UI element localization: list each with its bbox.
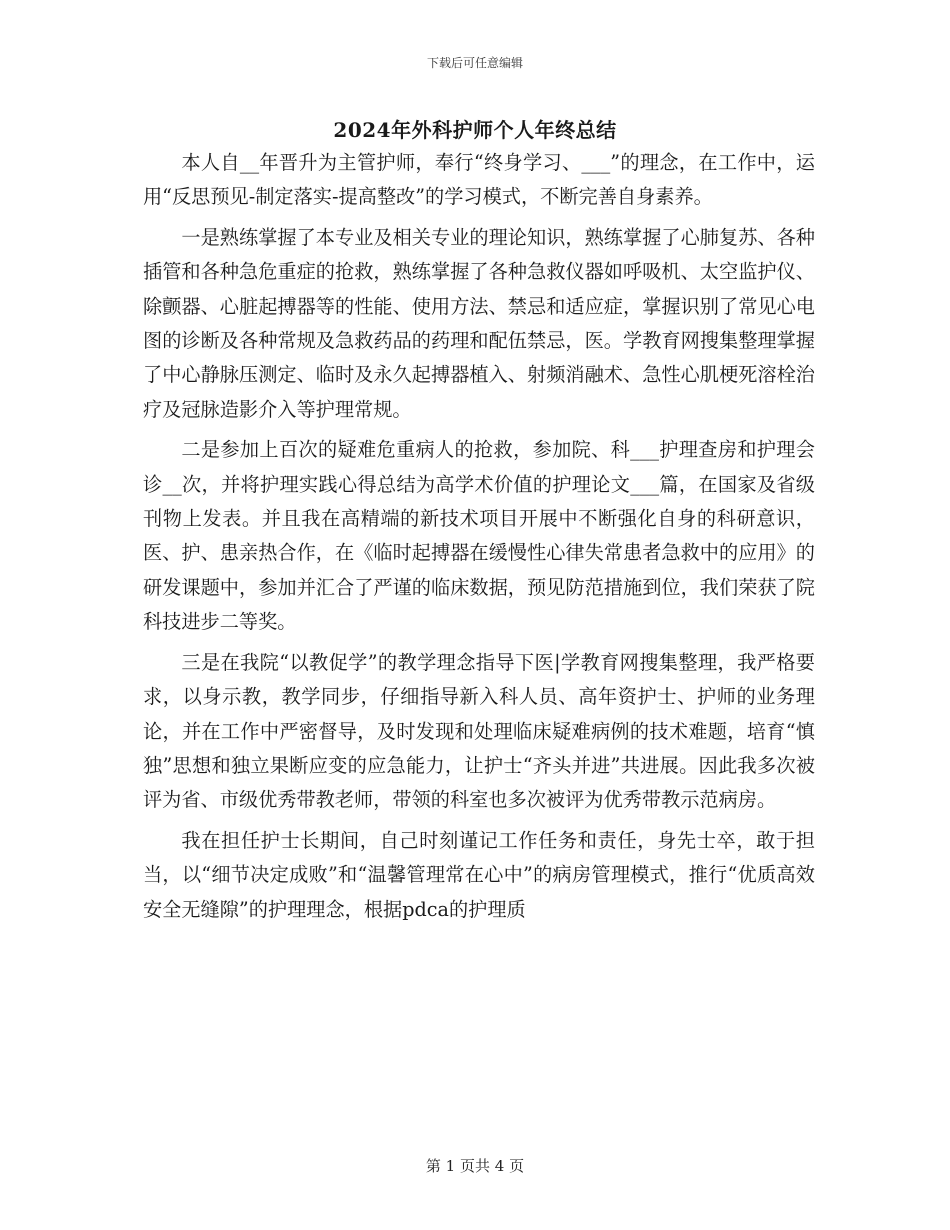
document-body	[143, 146, 815, 927]
paragraph-third-point: 三是在我院“以教促学”的教学理念指导下医|学教育网搜集整理，我严格要求，以身示教，教学同步，仔细指导新入科人员、高年资护士、护师的业务理论，并在工作中严密督导，及时发现和处理临床疑难病例的技术难题，培育“慎独”思想和独立果断应变的应急能力，让护士“齐头并进”共进展。因此我多次被评为省、市级优秀带教老师，带领的科室也多次被评为优秀带教示范病房。	[143, 650, 815, 812]
paragraph-second-point: 二是参加上百次的疑难危重病人的抢救，参加院、科___护理查房和护理会诊__次，并将护理实践心得总结为高学术价值的护理论文___篇，在国家及省级刊物上发表。并且我在高精端的新技术项目开展中不断强化自身的科研意识，医、护、患亲热合作，在《临时起搏器在缓慢性心律失常患者急救中的应用》的研发课题中，参加并汇合了严谨的临床数据，预见防范措施到位，我们荣获了院科技进步二等奖。	[143, 438, 815, 634]
document-title: 2024年外科护师个人年终总结	[333, 118, 617, 142]
paragraph-head-nurse: 我在担任护士长期间，自己时刻谨记工作任务和责任，身先士卒，敢于担当，以“细节决定成败”和“温馨管理常在心中”的病房管理模式，推行“优质高效安全无缝隙”的护理理念，根据pdca的护理质	[143, 828, 815, 921]
paragraph-first-point: 一是熟练掌握了本专业及相关专业的理论知识，熟练掌握了心肺复苏、各种插管和各种急危重症的抢救，熟练掌握了各种急救仪器如呼吸机、太空监护仪、除颤器、心脏起搏器等的性能、使用方法、禁忌和适应症，掌握识别了常见心电图的诊断及各种常规及急救药品的药理和配伍禁忌，医。学教育网搜集整理掌握了中心静脉压测定、临时及永久起搏器植入、射频消融术、急性心肌梗死溶栓治疗及冠脉造影介入等护理常规。	[143, 225, 815, 421]
paragraph-intro: 本人自__年晋升为主管护师，奉行“终身学习、___”的理念，在工作中，运用“反思预见-制定落实-提高整改”的学习模式，不断完善自身素养。	[143, 151, 815, 209]
header-note: 下载后可任意编辑	[426, 56, 523, 70]
page-number-footer: 第 1 页共 4 页	[425, 1157, 525, 1175]
